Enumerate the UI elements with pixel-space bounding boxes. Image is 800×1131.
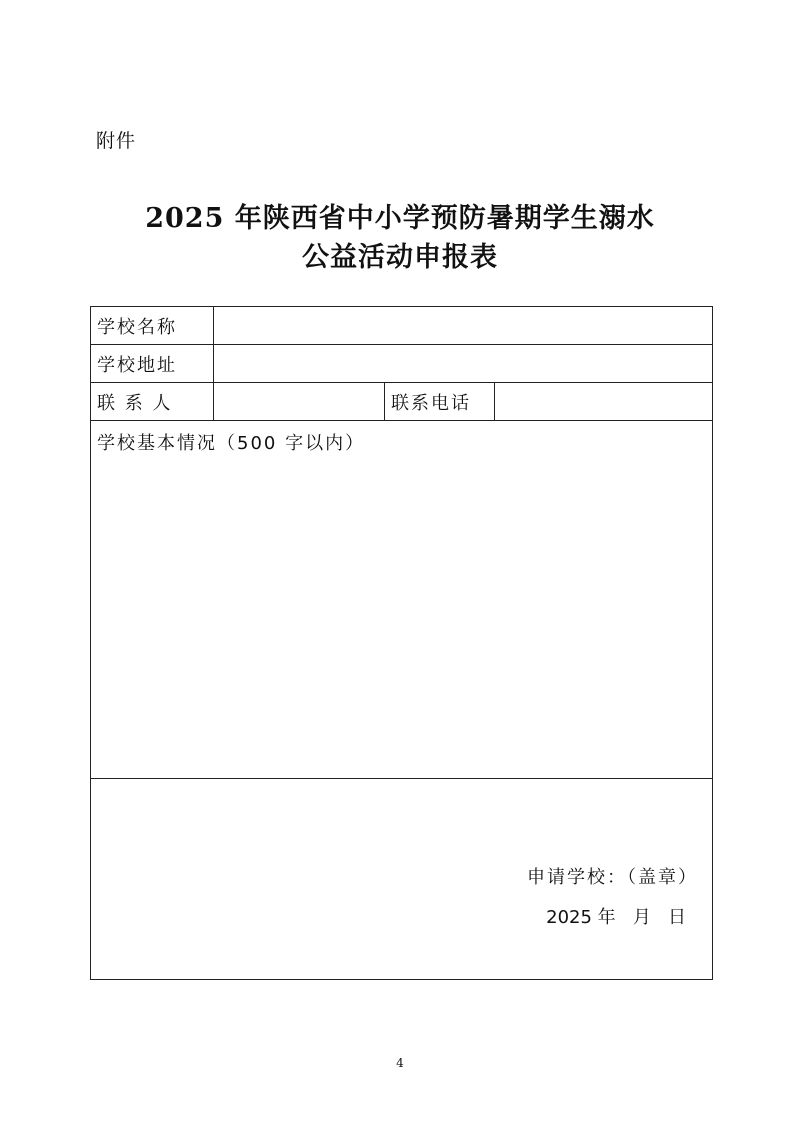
application-form-table bbox=[90, 306, 713, 980]
school-name-label: 学校名称 bbox=[91, 307, 214, 345]
contact-row bbox=[91, 383, 713, 421]
attachment-label: 附件 bbox=[96, 130, 137, 152]
contact-person-label: 联 系 人 bbox=[91, 383, 214, 421]
school-name-field[interactable] bbox=[214, 307, 713, 345]
school-info-section[interactable] bbox=[91, 421, 713, 779]
date-line: 2025 年 月 日 bbox=[546, 907, 687, 928]
school-name-row bbox=[91, 307, 713, 345]
contact-phone-field[interactable] bbox=[495, 383, 713, 421]
signature-section bbox=[91, 779, 713, 980]
school-address-field[interactable] bbox=[214, 345, 713, 383]
page-title-line-2: 公益活动申报表 bbox=[302, 242, 498, 273]
signature-row bbox=[91, 779, 713, 980]
page-title-line-1: 2025 年陕西省中小学预防暑期学生溺水 bbox=[145, 203, 655, 234]
school-address-row bbox=[91, 345, 713, 383]
contact-phone-label: 联系电话 bbox=[385, 383, 495, 421]
school-info-row bbox=[91, 421, 713, 779]
applicant-seal-label: 申请学校：（盖章） bbox=[527, 867, 699, 888]
contact-person-field[interactable] bbox=[214, 383, 385, 421]
school-address-label: 学校地址 bbox=[91, 345, 214, 383]
school-info-label: 学校基本情况（500 字以内） bbox=[97, 433, 366, 454]
page-number: 4 bbox=[396, 1056, 404, 1070]
